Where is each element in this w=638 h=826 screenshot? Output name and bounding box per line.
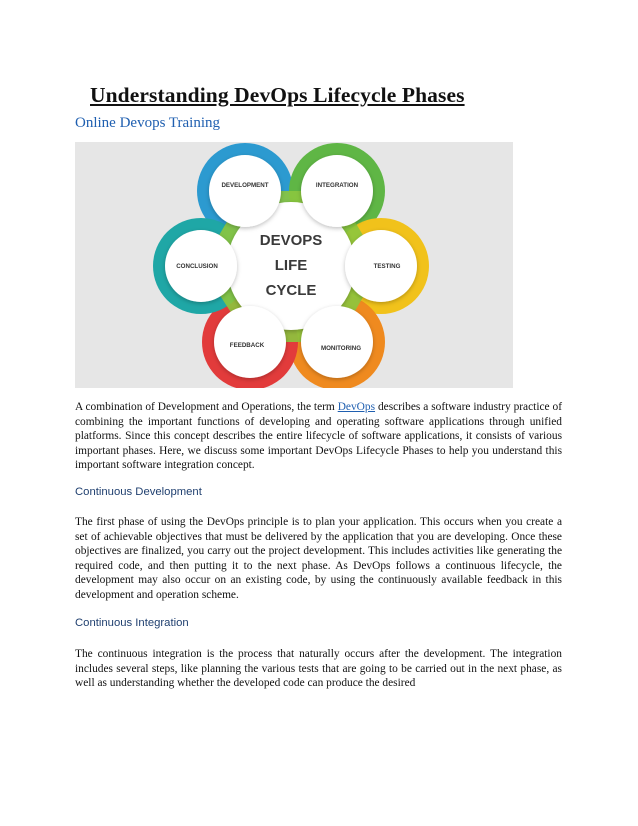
phase-label-testing: TESTING <box>373 263 401 270</box>
phase-label-conclusion: CONCLUSION <box>176 263 218 270</box>
center-text-line-2: LIFE <box>274 257 308 274</box>
center-text-line-3: CYCLE <box>265 282 317 299</box>
phase-label-development: DEVELOPMENT <box>221 182 269 189</box>
intro-text-end: describes a software industry practice of combining the important functions of developing and operating software applications through unified platforms. Since this concept describes the entire lifecycle of software applications, it consists of various important phases. Here, we discuss some important DevOps Lifecycle Phases to help you understand this important software integration concept. <box>75 401 563 472</box>
phase-label-feedback: FEEDBACK <box>229 342 265 349</box>
section-heading-continuous-integration: Continuous Integration <box>75 617 189 629</box>
continuous-development-paragraph: The first phase of using the DevOps principle is to plan your application. This occurs when you create a set of achievable objectives that must be delivered by the application that you are developing. Once these objectives are finalized, you carry out the project development. This includes activities like generating the required code, and then putting it to the next phase. As DevOps follows a continuous lifecycle, the development may also occur on an existing code, by using the continuously available feedback in this development and operation scheme. <box>75 516 562 601</box>
phase-label-integration: INTEGRATION <box>315 182 359 189</box>
training-link[interactable]: Online Devops Training <box>75 115 221 131</box>
intro-paragraph <box>75 400 562 473</box>
page-title: Understanding DevOps Lifecycle Phases <box>90 83 465 107</box>
devops-lifecycle-figure <box>75 142 513 388</box>
intro-text-start: A combination of Development and Operations, the term <box>75 401 338 413</box>
center-text-line-1: DEVOPS <box>259 232 323 249</box>
devops-link[interactable]: DevOps <box>337 401 376 413</box>
phase-label-monitoring: MONITORING <box>320 345 362 352</box>
section-heading-continuous-development: Continuous Development <box>75 486 202 498</box>
lifecycle-diagram <box>75 142 513 388</box>
continuous-integration-paragraph: The continuous integration is the process that naturally occurs after the development. The integration includes several steps, like planning the various tests that are going to be carried out in the next phase, as well as understanding whether the developed code can produce the desired <box>75 648 562 690</box>
